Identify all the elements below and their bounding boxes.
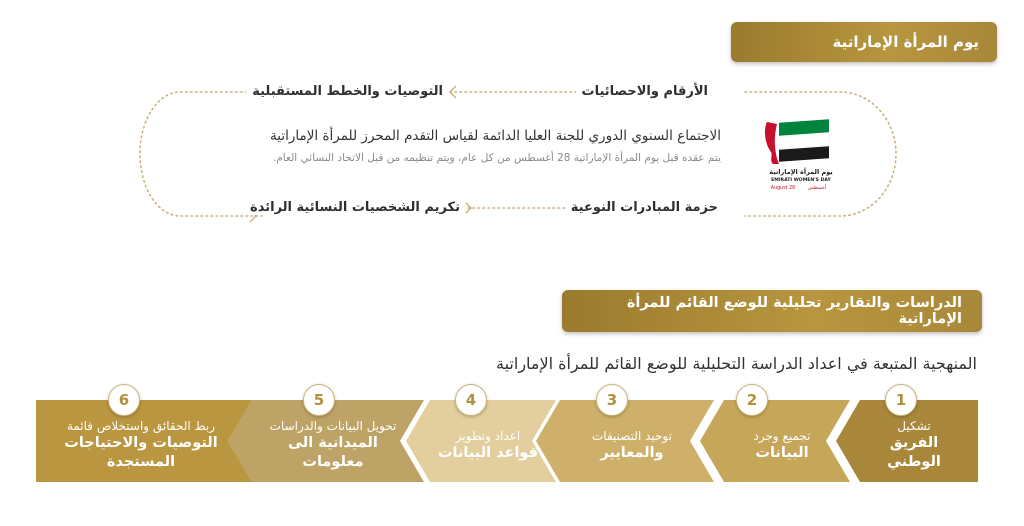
step-label-line1: تشكيل xyxy=(897,419,931,433)
step-label xyxy=(864,410,964,480)
banner-title: يوم المرأة الإماراتية xyxy=(832,33,979,51)
step-number-badge: 5 xyxy=(303,384,335,416)
step-label-line1: ربط الحقائق واستخلاص قائمة xyxy=(66,419,216,433)
step-number-badge: 4 xyxy=(455,384,487,416)
cycle-node-initiatives: حزمة المبادرات النوعية xyxy=(565,200,724,215)
step-label-line2: البيانات xyxy=(755,444,809,461)
step-label-line1: اعداد وتطوير xyxy=(455,428,521,443)
cycle-node-recommendations: التوصيات والخطط المستقبلية xyxy=(246,84,449,99)
step-label xyxy=(434,410,542,480)
step-label-line2: قواعد البيانات xyxy=(437,444,539,461)
logo-date-en: August 28 xyxy=(770,186,796,191)
step-label xyxy=(728,410,836,480)
step-number-badge: 2 xyxy=(736,384,768,416)
methodology-heading: المنهجية المتبعة في اعداد الدراسة التحليلية للوضع القائم للمرأة الإماراتية xyxy=(496,354,977,373)
cycle-node-honoring: تكريم الشخصيات النسائية الرائدة xyxy=(244,200,466,215)
cycle-node-statistics: الأرقام والاحصائيات xyxy=(576,84,714,99)
step-number-badge: 1 xyxy=(885,384,917,416)
step-label xyxy=(256,410,410,480)
step-label xyxy=(564,410,700,480)
studies-banner xyxy=(562,290,982,332)
step-label-line1: تجميع وجرد xyxy=(753,428,811,443)
emirati-womens-day-logo xyxy=(761,118,837,192)
studies-banner-title: الدراسات والتقارير تحليلية للوضع القائم للمرأة الإماراتية xyxy=(626,295,962,327)
cycle-description: الاجتماع السنوي الدوري للجنة العليا الدائمة لقياس التقدم المحرز للمرأة الإماراتية xyxy=(270,128,721,144)
step-label-line2: التوصيات والاحتياجات xyxy=(64,435,218,451)
step-number-badge: 3 xyxy=(596,384,628,416)
logo-name-ar: يوم المرأة الإماراتية xyxy=(769,168,833,176)
step-label-line2: الميدانية الى معلومات xyxy=(288,435,378,470)
logo-name-en: EMIRATI WOMEN'S DAY xyxy=(771,178,831,183)
step-label-line2: الفريق الوطني xyxy=(887,435,941,470)
step-label-line1: تحويل البيانات والدراسات xyxy=(269,419,397,433)
logo-date-ar: أغسطس xyxy=(807,186,827,191)
step-label xyxy=(44,410,238,480)
step-label-line3: المستجدة xyxy=(106,454,176,470)
step-label-line1: توحيد التصنيفات xyxy=(592,428,672,443)
step-number-badge: 6 xyxy=(108,384,140,416)
cycle-note: يتم عقده قبل يوم المرأة الإماراتية 28 أغسطس من كل عام، ويتم تنظيمه من قبل الاتحاد النسائي العام. xyxy=(272,152,721,164)
step-label-line2: والمعايير xyxy=(600,444,664,461)
